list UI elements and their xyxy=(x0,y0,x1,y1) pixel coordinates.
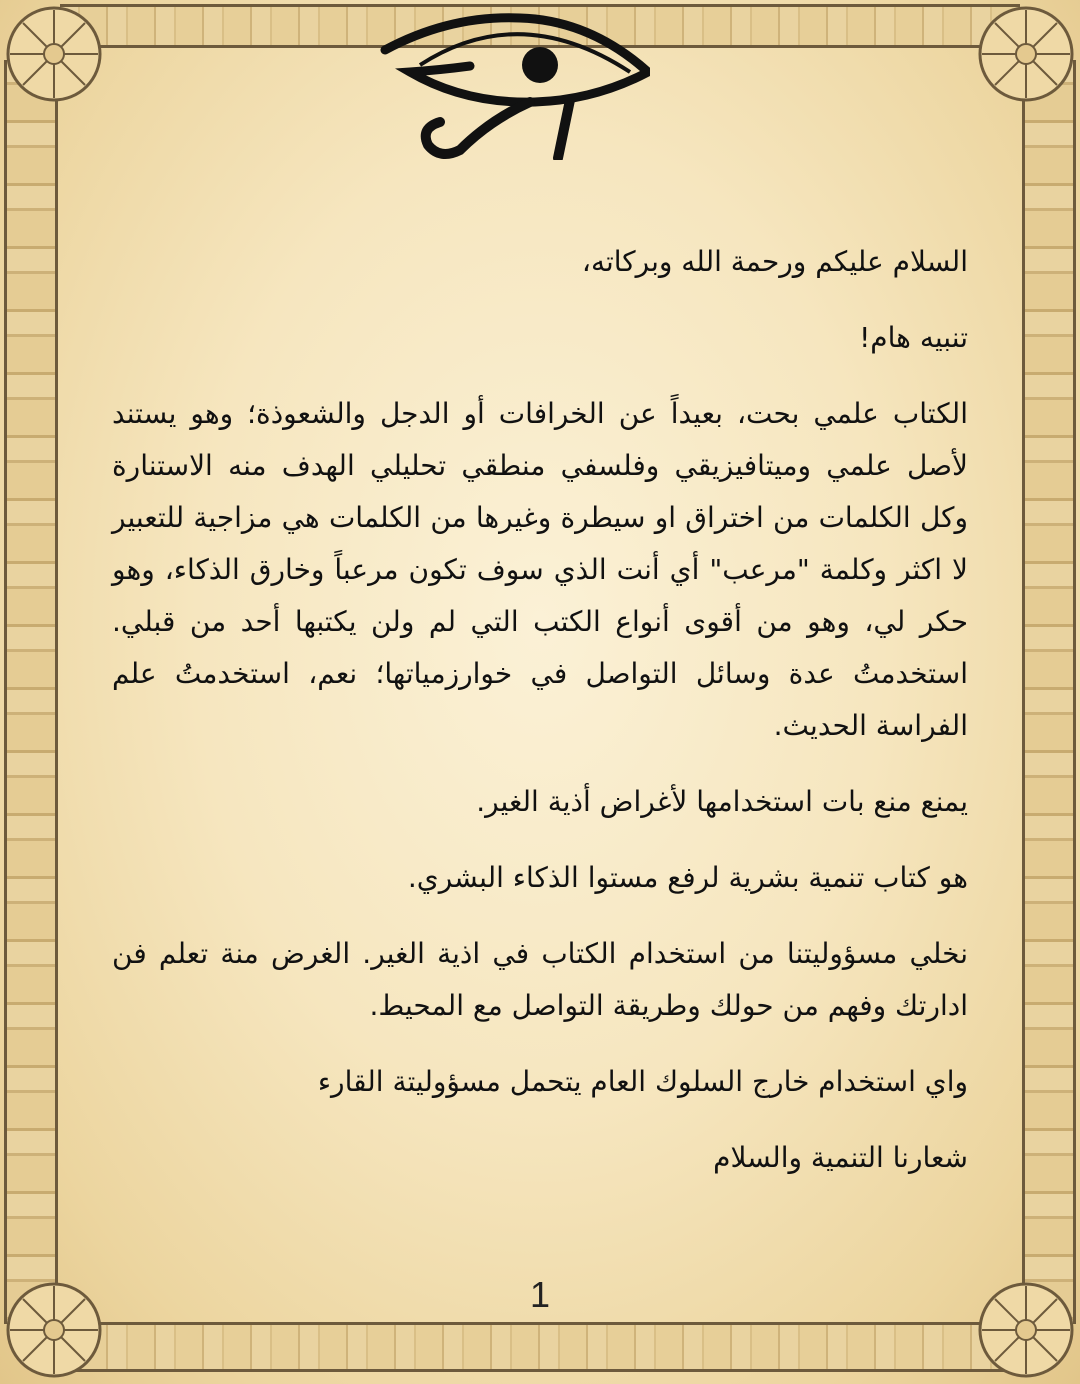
hieroglyph-border-right xyxy=(1022,60,1076,1324)
responsibility-paragraph: واي استخدام خارج السلوك العام يتحمل مسؤوليتة القارء xyxy=(317,1065,968,1098)
page-number: 1 xyxy=(529,1274,551,1315)
sun-rosette-icon xyxy=(4,4,104,104)
document-body xyxy=(112,236,968,1208)
hieroglyph-border-left xyxy=(4,60,58,1324)
disclaimer-paragraph: نخلي مسؤوليتنا من استخدام الكتاب في اذية الغير. الغرض منة تعلم فن ادارتك وفهم من حولك وطريقة التواصل مع المحيط. xyxy=(112,937,968,1022)
prohibition-paragraph: يمنع منع بات استخدامها لأغراض أذية الغير. xyxy=(476,785,968,818)
main-paragraph: الكتاب علمي بحت، بعيداً عن الخرافات أو الدجل والشعوذة؛ وهو يستند لأصل علمي وميتافيزيقي وفلسفي منطقي تحليلي الهدف منه الاستنارة وكل الكلمات من اختراق او سيطرة وغيرها من الكلمات هي مزاجية للتعبير لا اكثر وكلمة "مرعب" أي أنت الذي سوف تكون مرعباً وخارق الذكاء، وهو حكر لي، وهو من أقوى أنواع الكتب التي لم ولن يكتبها أحد من قبلي. استخدمتُ عدة وسائل التواصل في خوارزمياتها؛ نعم، استخدمتُ علم الفراسة الحديث. xyxy=(112,397,968,742)
purpose-paragraph: هو كتاب تنمية بشرية لرفع مستوا الذكاء البشري. xyxy=(407,861,968,894)
notice-heading: تنبيه هام! xyxy=(859,321,968,354)
eye-of-horus-icon xyxy=(380,10,650,160)
greeting: السلام عليكم ورحمة الله وبركاته، xyxy=(581,245,968,278)
slogan: شعارنا التنمية والسلام xyxy=(713,1141,968,1174)
hieroglyph-border-bottom xyxy=(60,1322,1020,1372)
sun-rosette-icon xyxy=(976,4,1076,104)
